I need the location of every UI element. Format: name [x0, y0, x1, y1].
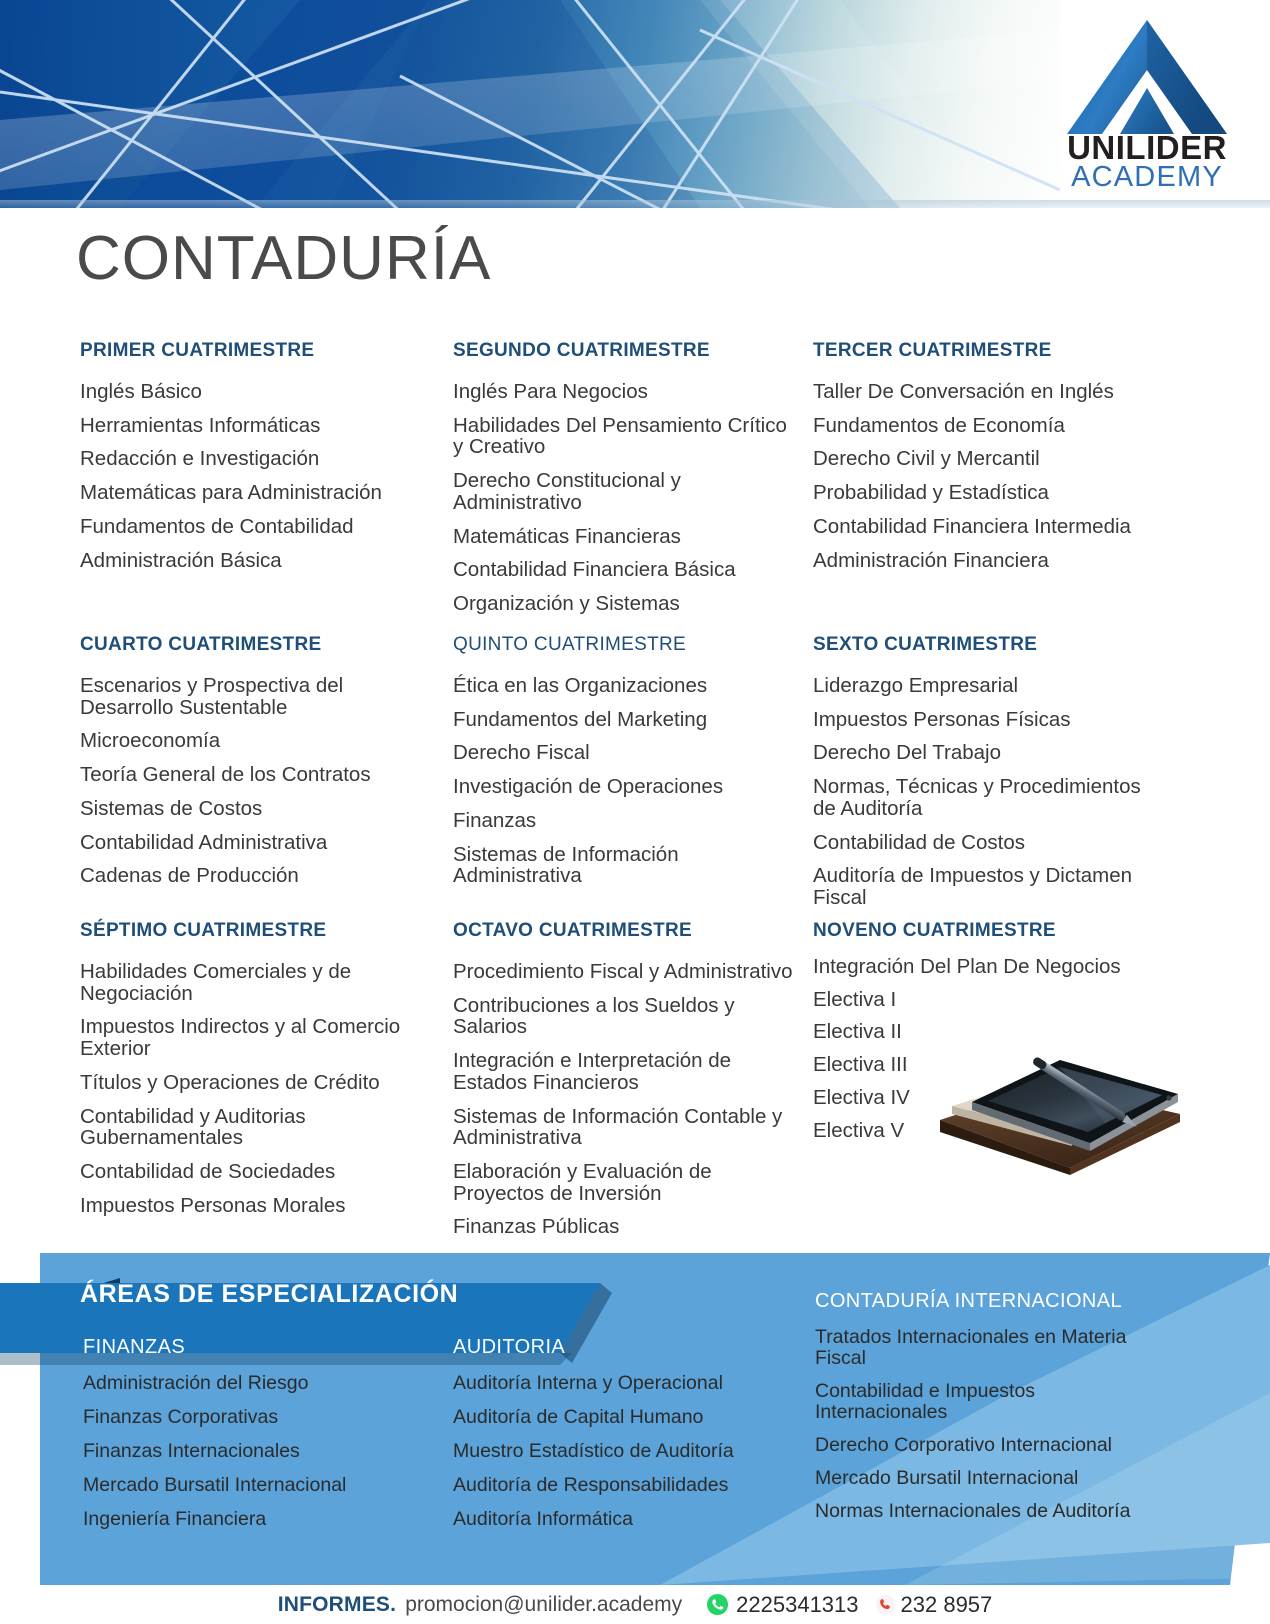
course-list-2 [453, 381, 793, 615]
course-list-8 [453, 961, 793, 1238]
course-item: Liderazgo Empresarial [813, 674, 1019, 697]
quarter-block-2 [453, 340, 793, 627]
specialization-course-item: Mercado Bursatil Internacional [83, 1474, 347, 1497]
quarter-heading-3: TERCER CUATRIMESTRE [813, 340, 1052, 361]
course-list-1 [80, 381, 382, 571]
quarter-heading-9: NOVENO CUATRIMESTRE [813, 920, 1056, 941]
course-item: Administración Básica [80, 548, 282, 572]
specialization-course-item: Ingeniería Financiera [83, 1508, 267, 1531]
specialization-course-item: Derecho Corporativo Internacional [815, 1434, 1112, 1457]
specialization-course-item: Tratados Internacionales en Materia Fiscal [815, 1326, 1127, 1370]
specialization-column-auditoria [453, 1336, 734, 1543]
course-item: Fundamentos del Marketing [453, 707, 708, 731]
course-list-4 [80, 675, 420, 887]
specialization-course-item: Mercado Bursatil Internacional [815, 1467, 1079, 1490]
course-item: Teoría General de los Contratos [80, 763, 371, 787]
course-list-7 [80, 961, 420, 1216]
specialization-course-item: Finanzas Corporativas [83, 1406, 279, 1429]
course-item: Impuestos Personas Morales [80, 1193, 346, 1217]
course-item: Impuestos Indirectos y al Comercio Exterior [80, 1015, 401, 1061]
course-item: Normas, Técnicas y Procedimientos de Auditoría [813, 775, 1141, 820]
quarter-block-7 [80, 920, 420, 1228]
specialization-ribbon-title: ÁREAS DE ESPECIALIZACIÓN [80, 1280, 459, 1308]
page-title: CONTADURÍA [76, 224, 492, 293]
quarter-block-4 [80, 634, 420, 899]
specialization-course-item: Muestro Estadístico de Auditoría [453, 1440, 734, 1463]
header-abstract-artwork [0, 0, 1060, 208]
course-item: Escenarios y Prospectiva del Desarrollo Sustentable [80, 674, 344, 719]
specialization-course-item: Auditoría de Responsabilidades [453, 1474, 729, 1497]
course-list-5 [453, 675, 793, 887]
course-item: Integración Del Plan De Negocios [813, 955, 1121, 978]
course-item: Contabilidad Administrativa [80, 830, 328, 854]
informes-label: INFORMES. [277, 1592, 397, 1616]
course-item: Finanzas Públicas [453, 1215, 620, 1239]
course-item: Investigación de Operaciones [453, 775, 724, 799]
contact-footer [0, 1585, 1270, 1624]
course-item: Electiva II [813, 1020, 902, 1044]
course-item: Matemáticas Financieras [453, 524, 681, 548]
course-item: Sistemas de Información Administrativa [453, 842, 679, 888]
course-item: Títulos y Operaciones de Crédito [80, 1070, 380, 1094]
course-item: Taller De Conversación en Inglés [813, 380, 1114, 403]
phone-icon [875, 1594, 896, 1615]
course-item: Sistemas de Información Contable y Administrativa [453, 1104, 783, 1150]
course-item: Contabilidad Financiera Intermedia [813, 514, 1131, 538]
course-item: Administración Financiera [813, 548, 1049, 572]
course-item: Probabilidad y Estadística [813, 481, 1049, 505]
course-item: Sistemas de Costos [80, 796, 263, 820]
unilider-logo [1052, 16, 1242, 194]
specialization-course-list [83, 1373, 346, 1530]
course-item: Contabilidad y Auditorias Gubernamentales [80, 1104, 306, 1150]
quarter-heading-4: CUARTO CUATRIMESTRE [80, 634, 322, 655]
logo-wordmark: UNILIDER [1067, 129, 1227, 166]
specialization-course-list [453, 1373, 734, 1530]
course-item: Derecho Fiscal [453, 741, 590, 765]
course-item: Electiva III [813, 1053, 908, 1077]
course-item: Contabilidad Financiera Básica [453, 558, 736, 582]
contact-email[interactable]: promocion@unilider.academy [405, 1592, 683, 1616]
header-geometric-lines [0, 0, 1060, 208]
specialization-course-item: Administración del Riesgo [83, 1372, 309, 1394]
course-list-3 [813, 381, 1131, 571]
specialization-course-list [815, 1327, 1145, 1522]
course-item: Cadenas de Producción [80, 864, 299, 888]
specialization-heading: AUDITORIA [453, 1336, 566, 1358]
quarter-heading-2: SEGUNDO CUATRIMESTRE [453, 340, 710, 361]
course-item: Electiva IV [813, 1085, 910, 1109]
course-item: Inglés Para Negocios [453, 380, 648, 403]
course-item: Redacción e Investigación [80, 447, 320, 471]
quarter-heading-5: QUINTO CUATRIMESTRE [453, 634, 687, 655]
specialization-course-item: Auditoría de Capital Humano [453, 1406, 704, 1429]
quarter-block-3 [813, 340, 1131, 583]
course-item: Fundamentos de Contabilidad [80, 514, 354, 538]
quarter-block-8 [453, 920, 793, 1250]
course-item: Derecho Constitucional y Administrativo [453, 469, 681, 514]
logo-subwordmark: ACADEMY [1071, 161, 1223, 193]
course-item: Auditoría de Impuestos y Dictamen Fiscal [813, 864, 1133, 910]
quarter-heading-6: SEXTO CUATRIMESTRE [813, 634, 1038, 655]
course-item: Electiva V [813, 1118, 905, 1142]
course-list-6 [813, 675, 1153, 909]
specialization-course-item: Auditoría Interna y Operacional [453, 1372, 723, 1394]
course-item: Habilidades Comerciales y de Negociación [80, 960, 352, 1005]
course-item: Derecho Civil y Mercantil [813, 447, 1040, 471]
specialization-heading: CONTADURÍA INTERNACIONAL [815, 1290, 1123, 1312]
specialization-section [0, 1243, 1270, 1585]
specialization-heading: FINANZAS [83, 1336, 186, 1358]
specialization-course-item: Auditoría Informática [453, 1508, 633, 1531]
course-item: Organización y Sistemas [453, 592, 680, 616]
quarter-block-1 [80, 340, 382, 583]
specialization-course-item: Contabilidad e Impuestos Internacionales [815, 1380, 1036, 1424]
whatsapp-number[interactable]: 2225341313 [736, 1591, 859, 1617]
specialization-course-item: Normas Internacionales de Auditoría [815, 1500, 1131, 1523]
course-item: Contabilidad de Sociedades [80, 1160, 336, 1184]
specialization-column-finanzas [83, 1336, 346, 1543]
quarter-heading-1: PRIMER CUATRIMESTRE [80, 340, 315, 361]
course-item: Inglés Básico [80, 380, 202, 403]
course-item: Impuestos Personas Físicas [813, 707, 1071, 731]
quarter-heading-7: SÉPTIMO CUATRIMESTRE [80, 920, 327, 941]
course-item: Ética en las Organizaciones [453, 674, 708, 697]
course-item: Derecho Del Trabajo [813, 741, 1002, 765]
page-header [0, 0, 1270, 208]
quarter-block-6 [813, 634, 1153, 921]
course-item: Integración e Interpretación de Estados Financieros [453, 1049, 732, 1094]
course-item: Contribuciones a los Sueldos y Salarios [453, 993, 735, 1039]
header-divider [0, 200, 1270, 208]
course-item: Contabilidad de Costos [813, 830, 1025, 854]
quarter-block-5 [453, 634, 793, 899]
specialization-course-item: Finanzas Internacionales [83, 1440, 300, 1463]
phone-number[interactable]: 232 8957 [900, 1591, 993, 1617]
logo-chevron-icon [1052, 16, 1242, 146]
whatsapp-icon [706, 1593, 729, 1616]
course-item: Herramientas Informáticas [80, 413, 321, 437]
course-item: Elaboración y Evaluación de Proyectos de Inversión [453, 1160, 712, 1205]
tablet-and-books-image [930, 1010, 1190, 1175]
course-item: Procedimiento Fiscal y Administrativo [453, 960, 793, 983]
quarter-heading-8: OCTAVO CUATRIMESTRE [453, 920, 692, 941]
course-item: Fundamentos de Economía [813, 413, 1065, 437]
course-item: Matemáticas para Administración [80, 481, 382, 505]
course-item: Microeconomía [80, 729, 221, 753]
course-item: Finanzas [453, 808, 537, 832]
specialization-column-contaduria-internacional [815, 1290, 1145, 1534]
course-item: Habilidades Del Pensamiento Crítico y Creativo [453, 413, 787, 459]
course-item: Electiva I [813, 987, 897, 1011]
